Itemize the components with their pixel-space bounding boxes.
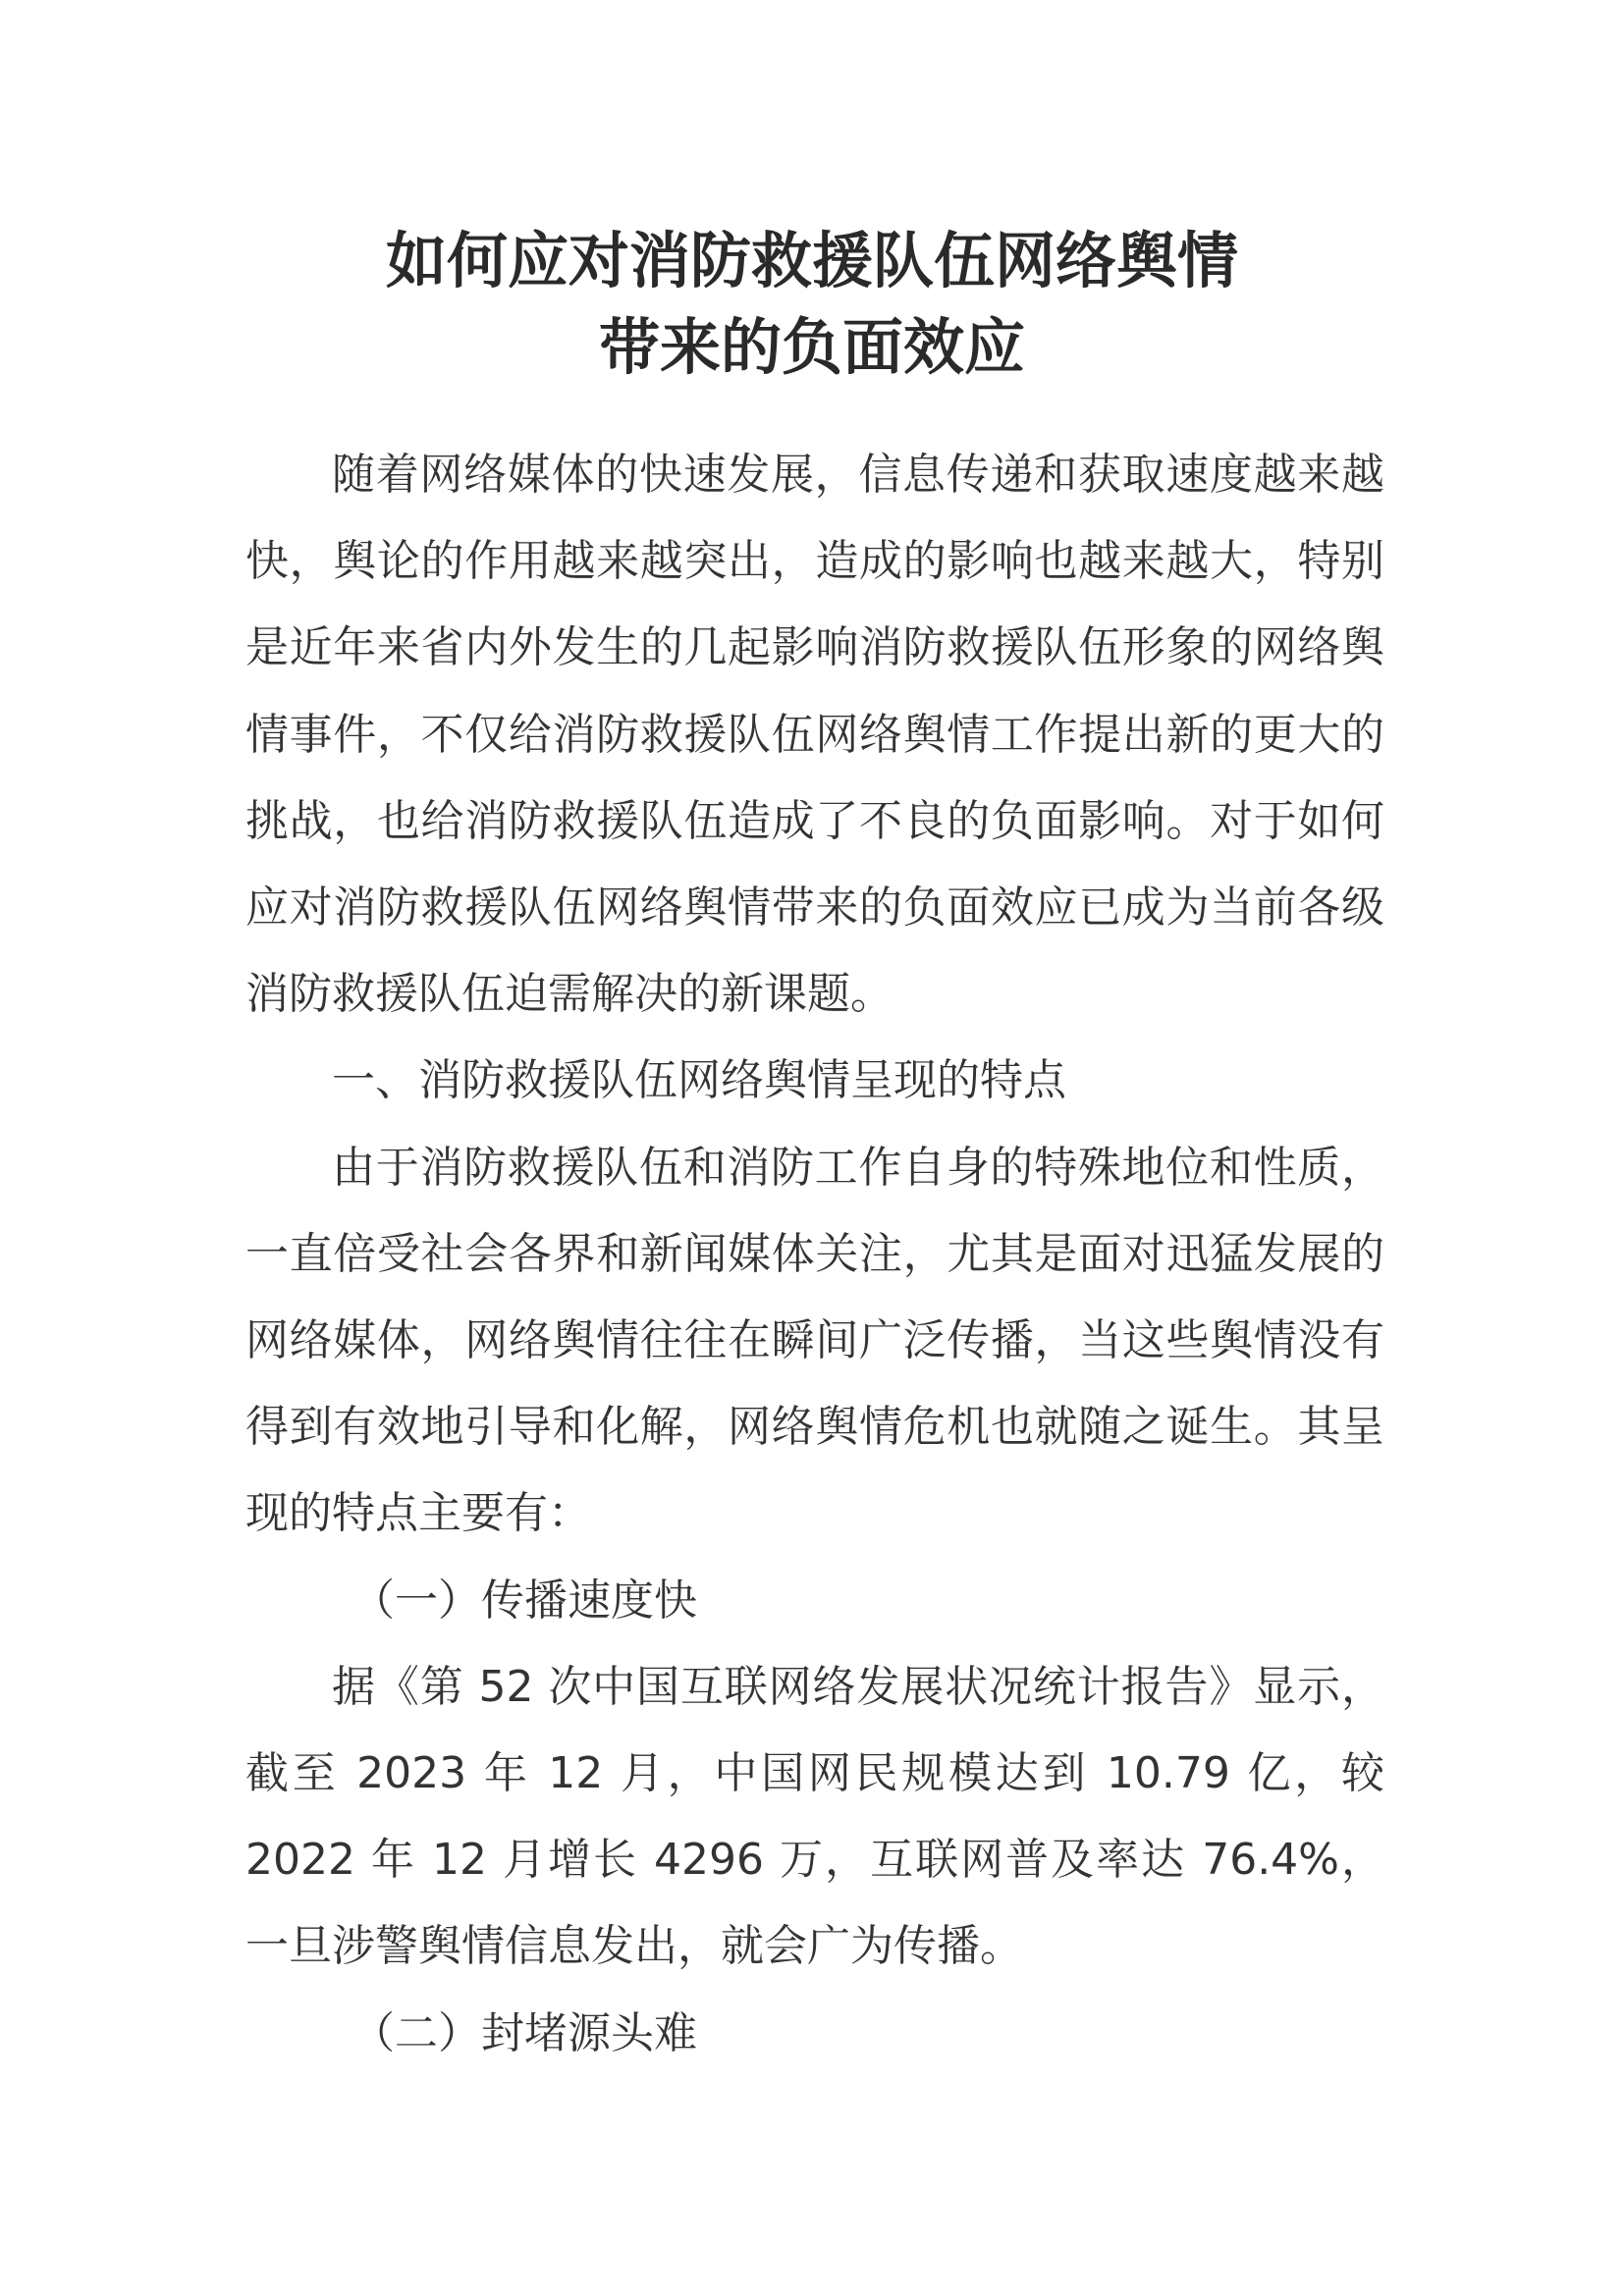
document-title [245, 218, 1379, 391]
document-body [245, 432, 1384, 2077]
subsection-1-paragraph: 据《第 52 次中国互联网络发展状况统计报告》显示，截至 2023 年 12 月，中国网民规模达到 10.79 亿，较 2022 年 12 月增长 4296 万，互联网普及率达 76.4%，一旦涉警舆情信息发出，就会广为传播。 [245, 1661, 1384, 1972]
section-1-heading: 一、消防救援队伍网络舆情呈现的特点 [332, 1055, 1066, 1106]
intro-paragraph: 随着网络媒体的快速发展，信息传递和获取速度越来越快，舆论的作用越来越突出，造成的影响也越来越大，特别是近年来省内外发生的几起影响消防救援队伍形象的网络舆情事件，不仅给消防救援队伍网络舆情工作提出新的更大的挑战，也给消防救援队伍造成了不良的负面影响。对于如何应对消防救援队伍网络舆情带来的负面效应已成为当前各级消防救援队伍迫需解决的新课题。 [245, 450, 1384, 1020]
subsection-2-heading: （二）封堵源头难 [352, 2007, 697, 2058]
subsection-1-heading: （一）传播速度快 [352, 1575, 697, 1626]
title-line-2: 带来的负面效应 [598, 311, 1025, 383]
title-line-1: 如何应对消防救援队伍网络舆情 [385, 225, 1238, 296]
section-1-paragraph: 由于消防救援队伍和消防工作自身的特殊地位和性质，一直倍受社会各界和新闻媒体关注，尤其是面对迅猛发展的网络媒体，网络舆情往往在瞬间广泛传播，当这些舆情没有得到有效地引导和化解，网络舆情危机也就随之诞生。其呈现的特点主要有： [245, 1142, 1384, 1539]
